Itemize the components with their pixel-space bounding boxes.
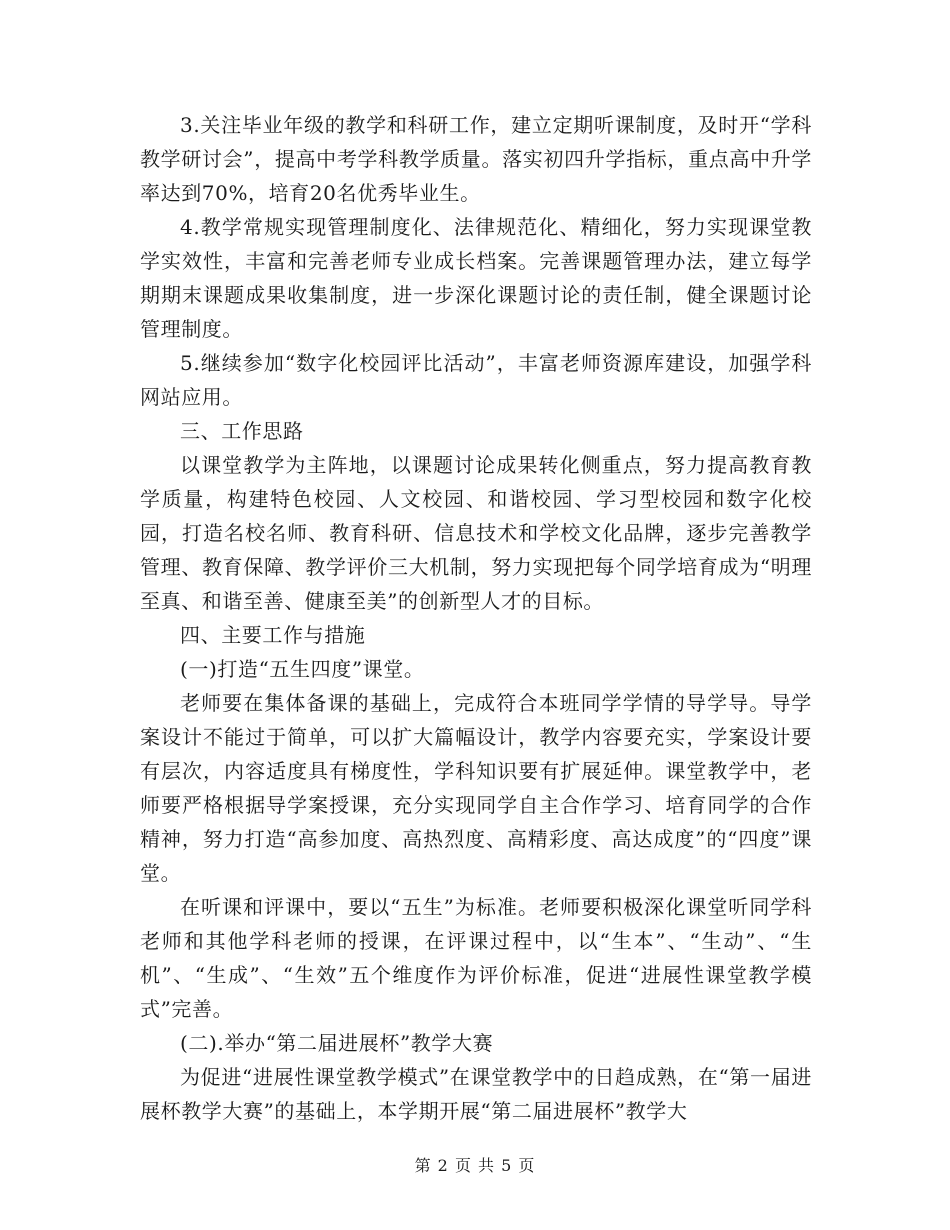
paragraph-lesson-evaluation: 在听课和评课中，要以“五生”为标准。老师要积极深化课堂听同学科老师和其他学科老师的授课，在评课过程中，以“生本”、“生动”、“生机”、“生成”、“生效”五个维度作为评价标准，促进“进展性课堂教学模式”完善。 [140,895,812,1021]
paragraph-work-approach: 以课堂教学为主阵地，以课题讨论成果转化侧重点，努力提高教育教学质量，构建特色校园、人文校园、和谐校园、学习型校园和数字化校园，打造名校名师、教育科研、信息技术和学校文化品牌，逐步完善教学管理、教育保障、教学评价三大机制，努力实现把每个同学培育成为“明理至真、和谐至善、健康至美”的创新型人才的目标。 [140,453,812,613]
subheading-five-four-classroom: (一)打造“五生四度”课堂。 [180,657,425,681]
page-number-footer: 第 2 页 共 5 页 [414,1156,536,1175]
paragraph-teaching-contest: 为促进“进展性课堂教学模式”在课堂教学中的日趋成熟，在“第一届进展杯教学大赛”的基础上，本学期开展“第二届进展杯”教学大 [140,1065,812,1123]
section-heading-main-work: 四、主要工作与措施 [180,623,366,647]
document-body [140,108,812,1128]
paragraph-item-4: 4.教学常规实现管理制度化、法律规范化、精细化，努力实现课堂教学实效性，丰富和完善老师专业成长档案。完善课题管理办法，建立每学期期末课题成果收集制度，进一步深化课题讨论的责任制，健全课题讨论管理制度。 [140,215,812,341]
subheading-teaching-contest: (二).举办“第二届进展杯”教学大赛 [180,1031,494,1055]
paragraph-item-5: 5.继续参加“数字化校园评比活动”，丰富老师资源库建设，加强学科网站应用。 [140,351,812,409]
paragraph-item-3: 3.关注毕业年级的教学和科研工作，建立定期听课制度，及时开“学科教学研讨会”，提高中考学科教学质量。落实初四升学指标，重点高中升学率达到70%，培育20名优秀毕业生。 [140,113,812,205]
paragraph-lesson-prep: 老师要在集体备课的基础上，完成符合本班同学学情的导学导。导学案设计不能过于简单，可以扩大篇幅设计，教学内容要充实，学案设计要有层次，内容适度具有梯度性，学科知识要有扩展延伸。课堂教学中，老师要严格根据导学案授课，充分实现同学自主合作学习、培育同学的合作精神，努力打造“高参加度、高热烈度、高精彩度、高达成度”的“四度”课堂。 [140,691,812,885]
section-heading-work-approach: 三、工作思路 [180,419,304,443]
